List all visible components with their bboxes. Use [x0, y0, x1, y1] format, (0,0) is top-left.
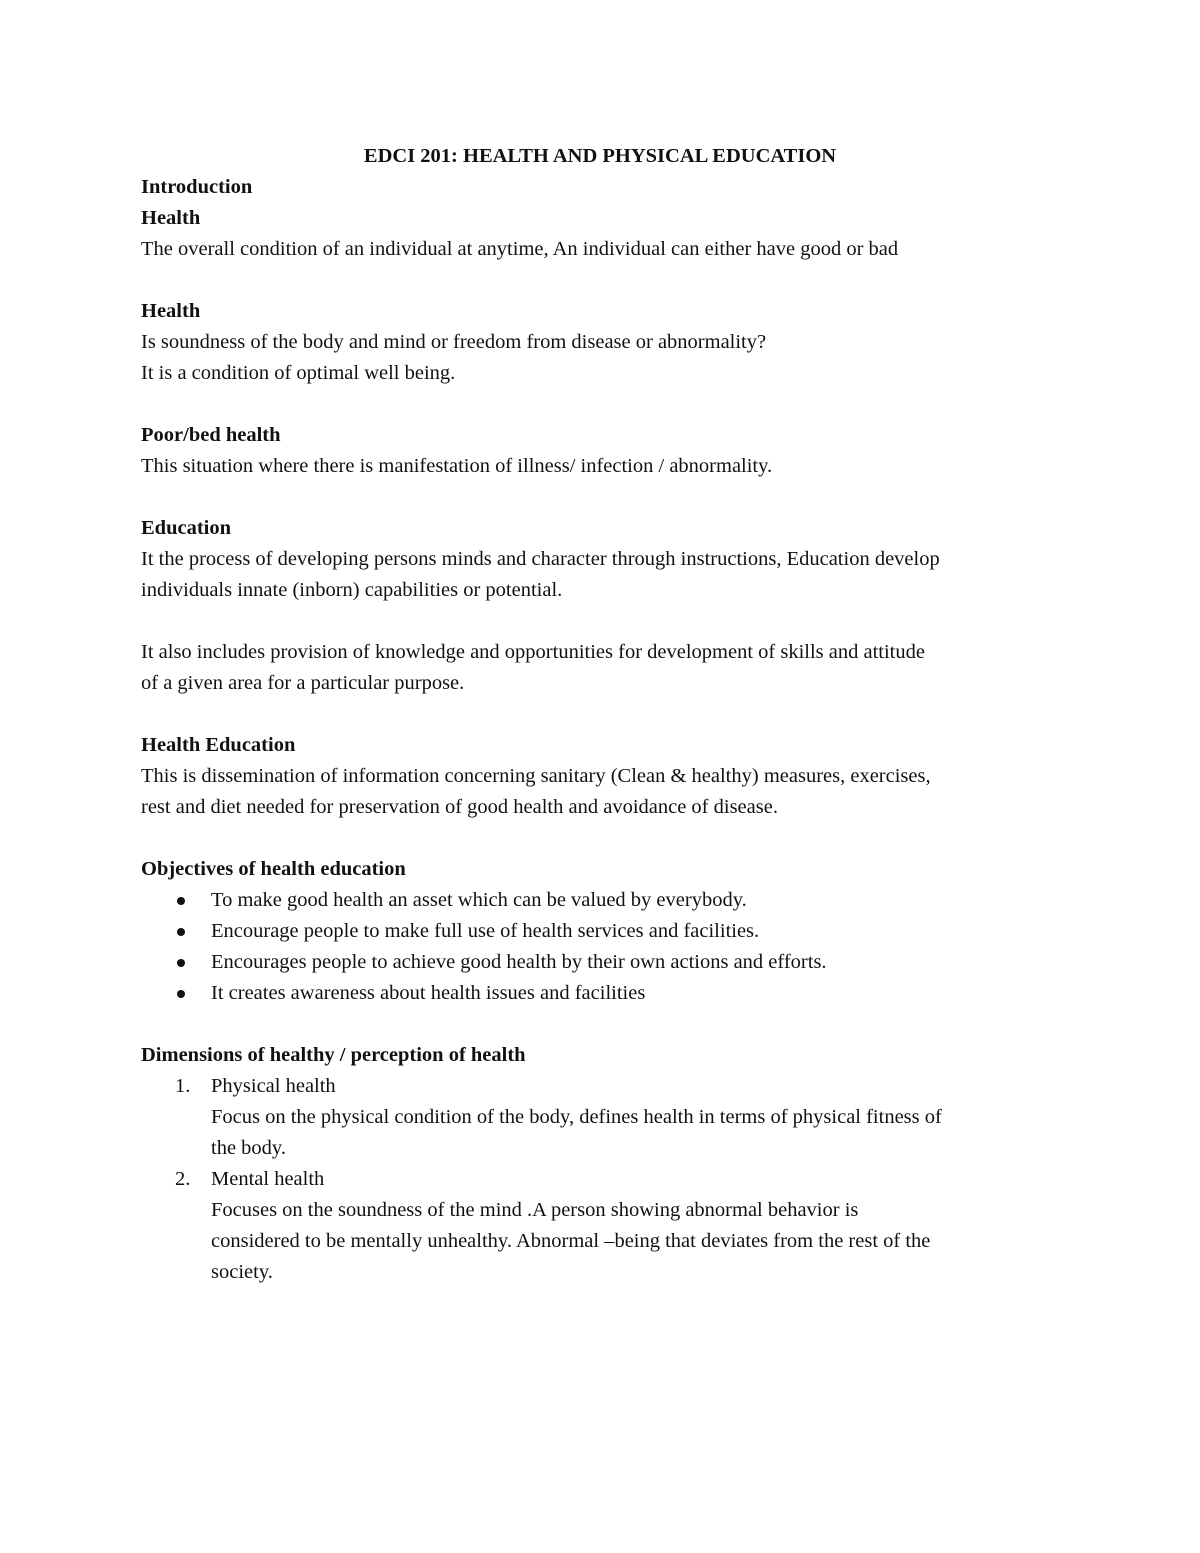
dimension-desc-line: Focuses on the soundness of the mind .A person showing abnormal behavior is	[211, 1199, 859, 1221]
health-heading-1: Health	[141, 207, 201, 229]
health-definition-2-line1: Is soundness of the body and mind or freedom from disease or abnormality?	[141, 331, 767, 353]
health-education-definition-line2: rest and diet needed for preservation of good health and avoidance of disease.	[141, 796, 778, 818]
education-definition-line1: It the process of developing persons minds and character through instructions, Education develop	[141, 548, 940, 570]
health-definition-2-line2: It is a condition of optimal well being.	[141, 362, 456, 384]
education-extra-line1: It also includes provision of knowledge and opportunities for development of skills and attitude	[141, 641, 925, 663]
education-definition-line2: individuals innate (inborn) capabilities or potential.	[141, 579, 563, 601]
bullet-icon	[177, 928, 185, 936]
objectives-list	[141, 885, 1080, 1009]
list-item-text: Encourages people to achieve good health by their own actions and efforts.	[211, 951, 827, 973]
bullet-icon	[177, 990, 185, 998]
dimension-desc-line: the body.	[211, 1137, 286, 1159]
list-item	[141, 978, 1080, 1009]
dimension-desc-line: considered to be mentally unhealthy. Abnormal –being that deviates from the rest of the	[211, 1230, 931, 1252]
list-item	[141, 947, 1080, 978]
list-item-text: It creates awareness about health issues and facilities	[211, 982, 646, 1004]
dimensions-list	[141, 1071, 1080, 1288]
list-item-text: Encourage people to make full use of health services and facilities.	[211, 920, 760, 942]
document-title: EDCI 201: HEALTH AND PHYSICAL EDUCATION	[363, 145, 837, 167]
dimensions-heading: Dimensions of healthy / perception of health	[141, 1044, 526, 1066]
bullet-icon	[177, 959, 185, 967]
dimension-title: Physical health	[211, 1075, 336, 1097]
health-heading-2: Health	[141, 300, 201, 322]
list-number: 1.	[175, 1075, 191, 1097]
health-education-heading: Health Education	[141, 734, 296, 756]
objectives-heading: Objectives of health education	[141, 858, 406, 880]
poor-health-heading: Poor/bed health	[141, 424, 281, 446]
list-item	[141, 1164, 1080, 1288]
education-heading: Education	[141, 517, 231, 539]
list-item-text: To make good health an asset which can be valued by everybody.	[211, 889, 747, 911]
dimension-title: Mental health	[211, 1168, 325, 1190]
list-item	[141, 1071, 1080, 1164]
bullet-icon	[177, 897, 185, 905]
health-definition-1: The overall condition of an individual at anytime, An individual can either have good or bad	[141, 238, 899, 260]
list-item	[141, 885, 1080, 916]
poor-health-definition: This situation where there is manifestation of illness/ infection / abnormality.	[141, 455, 773, 477]
health-education-definition-line1: This is dissemination of information concerning sanitary (Clean & healthy) measures, exercises,	[141, 765, 931, 787]
list-item	[141, 916, 1080, 947]
dimension-desc-line: society.	[211, 1261, 273, 1283]
list-number: 2.	[175, 1168, 191, 1190]
dimension-desc-line: Focus on the physical condition of the body, defines health in terms of physical fitness of	[211, 1106, 942, 1128]
education-extra-line2: of a given area for a particular purpose.	[141, 672, 465, 694]
introduction-heading: Introduction	[141, 176, 253, 198]
